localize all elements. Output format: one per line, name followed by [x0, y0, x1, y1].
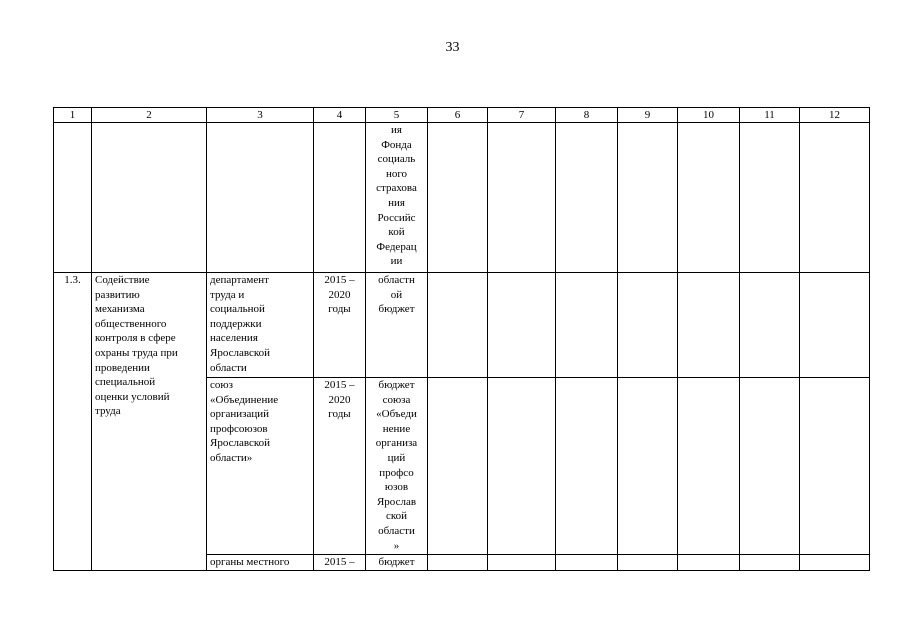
- executor-cell: союз «Объединение организаций профсоюзов Ярославской области»: [207, 378, 314, 555]
- column-header-3: 3: [207, 108, 314, 123]
- page-number: 33: [445, 40, 460, 55]
- column-header-8: 8: [556, 108, 618, 123]
- program-table: [53, 107, 870, 571]
- column-header-5: 5: [366, 108, 428, 123]
- column-header-2: 2: [92, 108, 207, 123]
- item-description: Содействие развитию механизма общественного контроля в сфере охраны труда при проведении специальной оценки условий труда: [92, 273, 207, 571]
- table-row: [54, 273, 870, 378]
- funding-source-cell: бюджет: [366, 555, 428, 571]
- column-header-12: 12: [800, 108, 870, 123]
- column-number-row: [54, 108, 870, 123]
- column-header-9: 9: [618, 108, 678, 123]
- column-header-11: 11: [740, 108, 800, 123]
- column-header-1: 1: [54, 108, 92, 123]
- table-row: [54, 123, 870, 273]
- period-cell: 2015 –: [314, 555, 366, 571]
- period-cell: 2015 – 2020 годы: [314, 378, 366, 555]
- executor-cell: органы местного: [207, 555, 314, 571]
- funding-source-cell: областн ой бюджет: [366, 273, 428, 378]
- column-header-7: 7: [488, 108, 556, 123]
- funding-source-cell: ия Фонда социаль ного страхова ния Российс кой Федерац ии: [366, 123, 428, 273]
- item-number: 1.3.: [54, 273, 92, 571]
- column-header-4: 4: [314, 108, 366, 123]
- column-header-10: 10: [678, 108, 740, 123]
- column-header-6: 6: [428, 108, 488, 123]
- funding-source-cell: бюджет союза «Объеди нение организа ций профсо юзов Ярослав ской области »: [366, 378, 428, 555]
- executor-cell: департамент труда и социальной поддержки населения Ярославской области: [207, 273, 314, 378]
- period-cell: 2015 – 2020 годы: [314, 273, 366, 378]
